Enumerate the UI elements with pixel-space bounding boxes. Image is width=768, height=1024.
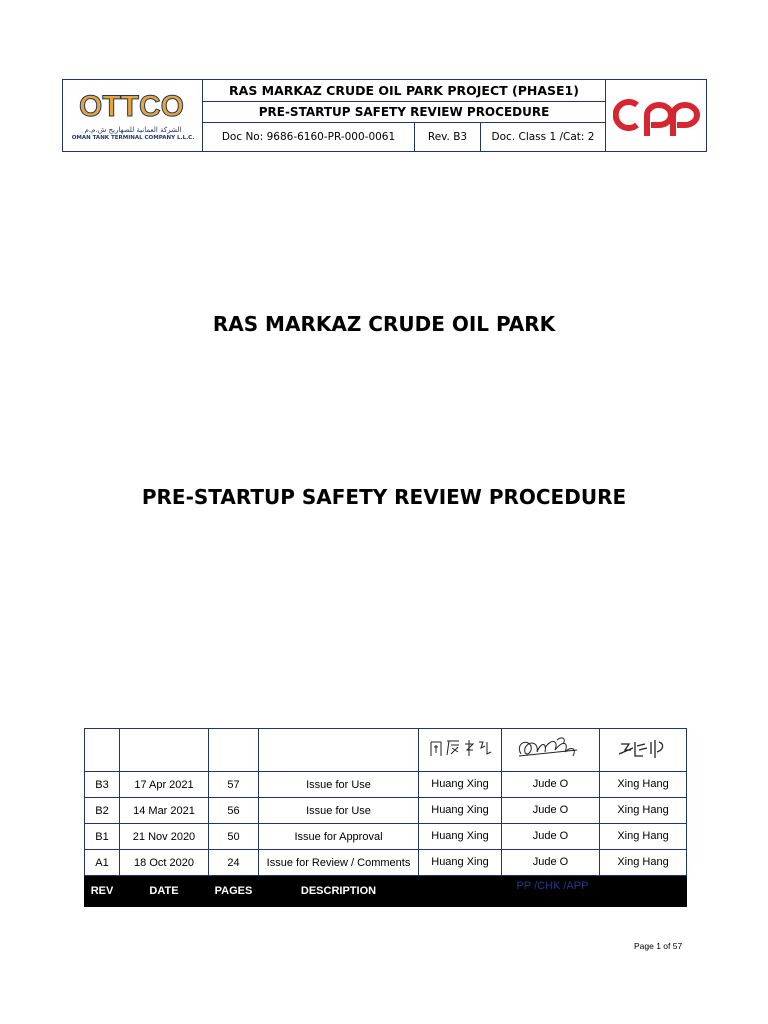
rev-code: B3 bbox=[85, 772, 120, 798]
footer-description: DESCRIPTION bbox=[259, 876, 419, 907]
footer-date: DATE bbox=[120, 876, 209, 907]
page-number: Page 1 of 57 bbox=[634, 941, 683, 951]
document-header bbox=[62, 79, 707, 152]
revision-row bbox=[85, 798, 687, 824]
rev-code: A1 bbox=[85, 850, 120, 876]
blank-cell bbox=[120, 729, 209, 772]
doc-number: Doc No: 9686-6160-PR-000-0061 bbox=[203, 123, 415, 151]
app-signature bbox=[600, 729, 687, 772]
table-footer-row bbox=[85, 876, 687, 907]
app-signature-icon bbox=[613, 736, 673, 762]
pp-signature bbox=[419, 729, 502, 772]
rev-pp: Huang Xing bbox=[419, 772, 502, 798]
rev-pages: 50 bbox=[209, 824, 259, 850]
doc-meta-row bbox=[203, 123, 605, 151]
rev-app: Xing Hang bbox=[600, 772, 687, 798]
blank-cell bbox=[85, 729, 120, 772]
rev-code: B1 bbox=[85, 824, 120, 850]
rev-description: Issue for Use bbox=[259, 798, 419, 824]
revision-row bbox=[85, 850, 687, 876]
rev-date: 21 Nov 2020 bbox=[120, 824, 209, 850]
ottco-arabic-name: الشركة العمانية للصهاريج ش.م.م bbox=[84, 126, 182, 134]
rev-pp: Huang Xing bbox=[419, 850, 502, 876]
footer-pages: PAGES bbox=[209, 876, 259, 907]
rev-date: 14 Mar 2021 bbox=[120, 798, 209, 824]
ottco-company-name: OMAN TANK TERMINAL COMPANY L.L.C. bbox=[71, 135, 195, 141]
rev-pp: Huang Xing bbox=[419, 798, 502, 824]
revision: Rev. B3 bbox=[415, 123, 481, 151]
header-info bbox=[203, 80, 605, 151]
rev-pages: 56 bbox=[209, 798, 259, 824]
revision-row bbox=[85, 824, 687, 850]
rev-app: Xing Hang bbox=[600, 798, 687, 824]
rev-chk: Jude O bbox=[502, 798, 600, 824]
rev-chk: Jude O bbox=[502, 772, 600, 798]
revision-table bbox=[84, 728, 687, 907]
rev-chk: Jude O bbox=[502, 850, 600, 876]
rev-pages: 57 bbox=[209, 772, 259, 798]
rev-app: Xing Hang bbox=[600, 824, 687, 850]
rev-app: Xing Hang bbox=[600, 850, 687, 876]
main-title: RAS MARKAZ CRUDE OIL PARK bbox=[212, 312, 556, 336]
doc-class: Doc. Class 1 /Cat: 2 bbox=[491, 131, 595, 143]
signature-row bbox=[85, 729, 687, 772]
footer-rev: REV bbox=[85, 876, 120, 907]
rev-chk: Jude O bbox=[502, 824, 600, 850]
chk-signature-icon bbox=[511, 734, 591, 764]
rev-code: B2 bbox=[85, 798, 120, 824]
footer-pp-chk-app: PP /CHK /APP bbox=[419, 876, 687, 907]
rev-pp: Huang Xing bbox=[419, 824, 502, 850]
blank-cell bbox=[259, 729, 419, 772]
chk-signature bbox=[502, 729, 600, 772]
ottco-logo bbox=[63, 80, 203, 151]
project-title: RAS MARKAZ CRUDE OIL PARK PROJECT (PHASE1) bbox=[203, 80, 605, 102]
procedure-title: PRE-STARTUP SAFETY REVIEW PROCEDURE bbox=[203, 102, 605, 123]
blank-cell bbox=[209, 729, 259, 772]
cpp-logo bbox=[605, 80, 706, 151]
rev-pages: 24 bbox=[209, 850, 259, 876]
rev-description: Issue for Use bbox=[259, 772, 419, 798]
sub-title: PRE-STARTUP SAFETY REVIEW PROCEDURE bbox=[141, 485, 627, 509]
cpp-logo-icon bbox=[613, 94, 701, 136]
revision-row bbox=[85, 772, 687, 798]
rev-date: 18 Oct 2020 bbox=[120, 850, 209, 876]
rev-description: Issue for Approval bbox=[259, 824, 419, 850]
ottco-wordmark: OTTCO bbox=[79, 90, 184, 123]
pp-signature-icon bbox=[425, 736, 495, 762]
rev-description: Issue for Review / Comments bbox=[259, 850, 419, 876]
rev-date: 17 Apr 2021 bbox=[120, 772, 209, 798]
